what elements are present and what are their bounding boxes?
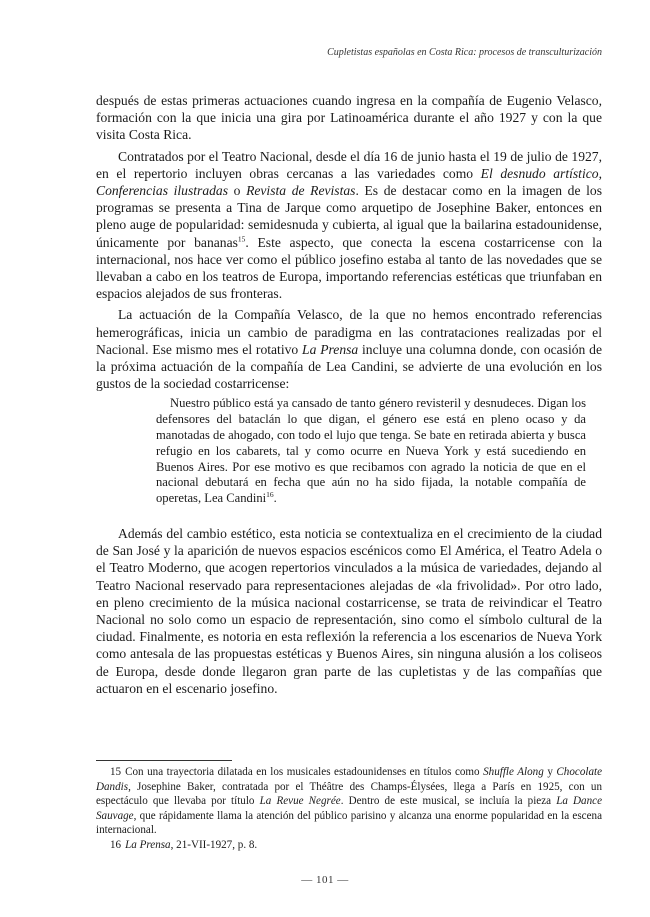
paragraph-2-text: . Este aspecto, que conecta la escena costarricense con la internacional, nos hace ver como el público josefino estaba al tanto de las novedades que se llevaban a cabo en los teatros de Europa, importando referencias estéticas que triunfaban en espacios alejados de sus fronteras. (96, 234, 602, 302)
footnote-text: Con una trayectoria dilatada en los musicales estadounidenses en títulos como (125, 766, 484, 778)
footnote-text: , que rápidamente llama la atención del público parisino y alcanza una enorme popularidad en la escena internacional. (96, 809, 602, 836)
quote-body: Nuestro público está ya cansado de tanto género revisteril y desnudeces. Digan los defensores del bataclán lo que digan, el género ese está en pleno ocaso y da manotadas de ahogado, con todo el lujo que tenga. Se bate en retirada abierta y busca refugio en los cabarets, tal y como ocurre en Nueva York y está sucediendo en Buenos Aires. Por ese motivo es que recibamos con agrado la noticia de que en el nacional debutará en fecha que aún no ha sido fijada, la notable compañía de operetas, Lea Candini (156, 396, 586, 506)
footnote-rule (96, 760, 232, 761)
block-quote (156, 396, 586, 507)
paragraph-2-text: . Es de destacar como en la imagen de los programas se presenta a Tina de Jarque como arquetipo de Josephine Baker, entonces en pleno auge de popularidad: semidesnuda y cubierta, al igual que la bailarina estadounidense, únicamente por bananas (96, 183, 602, 250)
footnote-text: , Josephine Baker, contratada por el Théâtre des Champs-Élysées, llega a París en 1925, con un espectáculo que llevaba por título (96, 780, 602, 807)
page-number: — 101 — (301, 874, 349, 886)
footnote-number: 16 (110, 838, 122, 851)
paragraph-2-text: , (598, 165, 602, 181)
work-title: Conferencias ilustradas (96, 183, 228, 199)
footnote-text: , 21-VII-1927, p. 8. (170, 838, 258, 851)
paragraph-2-text: Contratados por el Teatro Nacional, desde el día 16 de junio hasta el 19 de julio de 1927, en el repertorio incluyen obras cercanas a las variedades como (96, 148, 602, 181)
footnote-number: 15 (110, 766, 122, 778)
footnote-ref-15[interactable]: 15 (237, 234, 246, 244)
quote-end: . (273, 491, 277, 506)
paragraph-2-text: o (228, 183, 247, 199)
paragraph-4: Además del cambio estético, esta noticia se contextualiza en el crecimiento de la ciudad de San José y la aparición de nuevos espacios escénicos como El América, el Teatro Adela o el Teatro Moderno, que acogen repertorios vinculados a la música de variedades, dejando al Teatro Nacional reservado para representaciones alejadas de «la frivolidad». Por otro lado, en pleno crecimiento de la música nacional costarricense, se trata de reivindicar el Teatro Nacional no solo como un espacio de representación, sino como el símbolo cultural de la ciudad. Finalmente, es notoria en esta reflexión la referencia a los escenarios de Nueva York como antesala de las propuestas estéticas y Buenos Aires, sin ninguna alusión a los coliseos de Europa, desde donde llegaron gran parte de las cupletistas y de las compañías que actuaron en el escenario josefino. (96, 526, 602, 696)
work-title: La Revue Negrée (259, 795, 341, 807)
footnotes (96, 765, 602, 852)
footnote-ref-16[interactable]: 16 (266, 490, 274, 500)
paragraph-3-text: incluye una columna donde, con ocasión de la próxima actuación de la compañía de Lea Candini, se advierte de una evolución en los gustos de la sociedad costarricense: (96, 341, 602, 392)
newspaper-title: La Prensa (302, 341, 359, 357)
work-title: Chocolate Dandis (96, 766, 603, 793)
footnote-text: . Dentro de este musical, se incluía la pieza (340, 795, 557, 807)
running-head: Cupletistas españolas en Costa Rica: procesos de transculturización (327, 47, 602, 58)
work-title: Revista de Revistas (246, 183, 356, 199)
footnote-text: y (543, 766, 557, 778)
paragraph-3 (96, 306, 602, 392)
work-title: La Dance Sauvage (96, 795, 602, 822)
footnote-15 (96, 765, 602, 838)
paragraph-3-text: La actuación de la Compañía Velasco, de la que no hemos encontrado referencias hemerográficas, inicia un cambio de paradigma en las contrataciones realizadas por el Nacional. Ese mismo mes el rotativo (96, 307, 602, 357)
newspaper-title: La Prensa (125, 838, 171, 851)
footnote-16 (96, 838, 602, 853)
work-title: Shuffle Along (483, 766, 544, 778)
paragraph-1: después de estas primeras actuaciones cuando ingresa en la compañía de Eugenio Velasco, formación con la que inicia una gira por Latinoamérica durante el año 1927 y con la que visita Costa Rica. (96, 93, 602, 143)
main-text (96, 92, 602, 697)
quote-text (156, 396, 586, 507)
paragraph-2 (96, 148, 602, 303)
work-title: El desnudo artístico (480, 165, 599, 181)
